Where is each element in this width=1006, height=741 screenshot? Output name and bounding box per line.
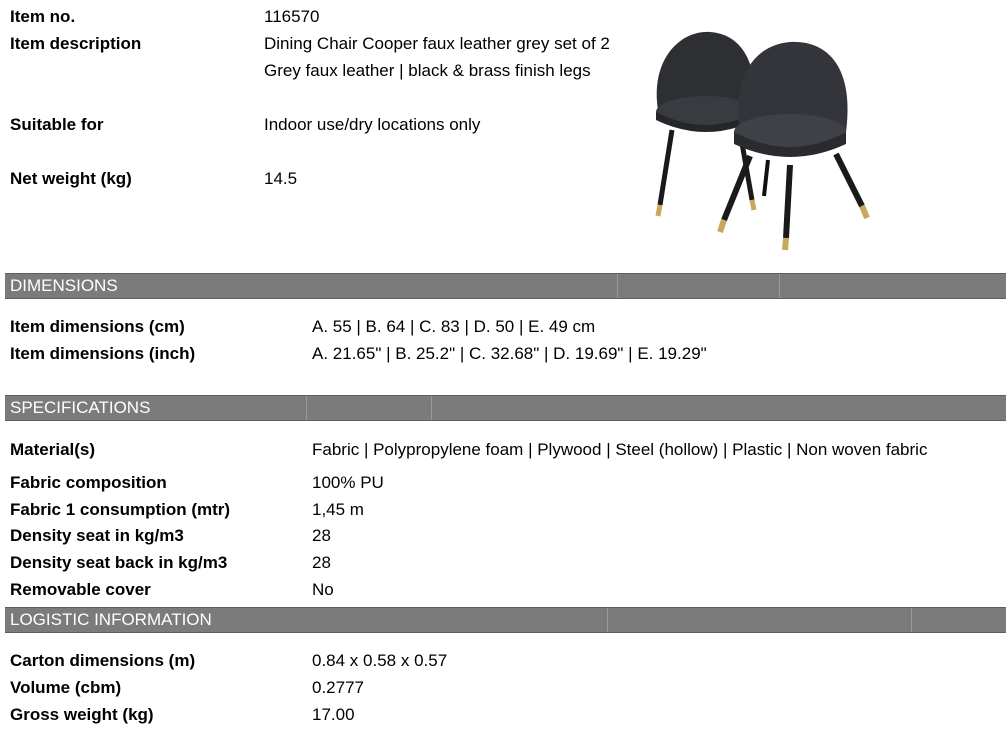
value-density-seat: 28: [312, 526, 331, 545]
section-title-logistic: LOGISTIC INFORMATION: [10, 610, 212, 629]
value-item-no: 116570: [264, 7, 320, 26]
label-dimensions-cm: Item dimensions (cm): [10, 317, 185, 336]
value-dimensions-cm: A. 55 | B. 64 | C. 83 | D. 50 | E. 49 cm: [312, 317, 596, 336]
band-divider: [617, 274, 618, 298]
value-volume: 0.2777: [312, 678, 364, 697]
label-density-seat: Density seat in kg/m3: [10, 526, 184, 545]
label-volume: Volume (cbm): [10, 678, 122, 697]
label-gross-weight: Gross weight (kg): [10, 705, 154, 724]
value-density-seat-back: 28: [312, 553, 331, 572]
value-gross-weight: 17.00: [312, 705, 355, 724]
label-dimensions-inch: Item dimensions (inch): [10, 344, 196, 363]
section-title-specifications: SPECIFICATIONS: [10, 398, 151, 417]
label-fabric-consumption: Fabric 1 consumption (mtr): [10, 500, 231, 519]
section-header-dimensions: [5, 273, 1006, 299]
value-fabric-composition: 100% PU: [312, 473, 384, 492]
value-item-description-2: Grey faux leather | black & brass finish legs: [264, 61, 591, 80]
value-fabric-consumption: 1,45 m: [312, 500, 364, 519]
label-fabric-composition: Fabric composition: [10, 473, 167, 492]
band-divider: [911, 608, 912, 632]
value-dimensions-inch: A. 21.65" | B. 25.2" | C. 32.68" | D. 19.69" | E. 19.29": [312, 344, 707, 363]
label-item-description: Item description: [10, 34, 142, 53]
label-density-seat-back: Density seat back in kg/m3: [10, 553, 228, 572]
label-carton-dimensions: Carton dimensions (m): [10, 651, 196, 670]
band-divider: [607, 608, 608, 632]
band-divider: [431, 396, 432, 420]
value-removable-cover: No: [312, 580, 334, 599]
label-item-no: Item no.: [10, 7, 76, 26]
value-net-weight: 14.5: [264, 169, 298, 188]
band-divider: [306, 396, 307, 420]
label-net-weight: Net weight (kg): [10, 169, 132, 188]
value-materials: Fabric | Polypropylene foam | Plywood | Steel (hollow) | Plastic | Non woven fabric: [312, 440, 928, 459]
dining-chair-pair-photo: [640, 20, 880, 255]
label-suitable-for: Suitable for: [10, 115, 104, 134]
section-header-logistic: [5, 607, 1006, 633]
band-divider: [779, 274, 780, 298]
value-item-description: Dining Chair Cooper faux leather grey set of 2: [264, 34, 610, 53]
section-title-dimensions: DIMENSIONS: [10, 276, 118, 295]
value-carton-dimensions: 0.84 x 0.58 x 0.57: [312, 651, 448, 670]
value-suitable-for: Indoor use/dry locations only: [264, 115, 481, 134]
label-removable-cover: Removable cover: [10, 580, 151, 599]
section-header-specifications: [5, 395, 1006, 421]
label-materials: Material(s): [10, 440, 96, 459]
